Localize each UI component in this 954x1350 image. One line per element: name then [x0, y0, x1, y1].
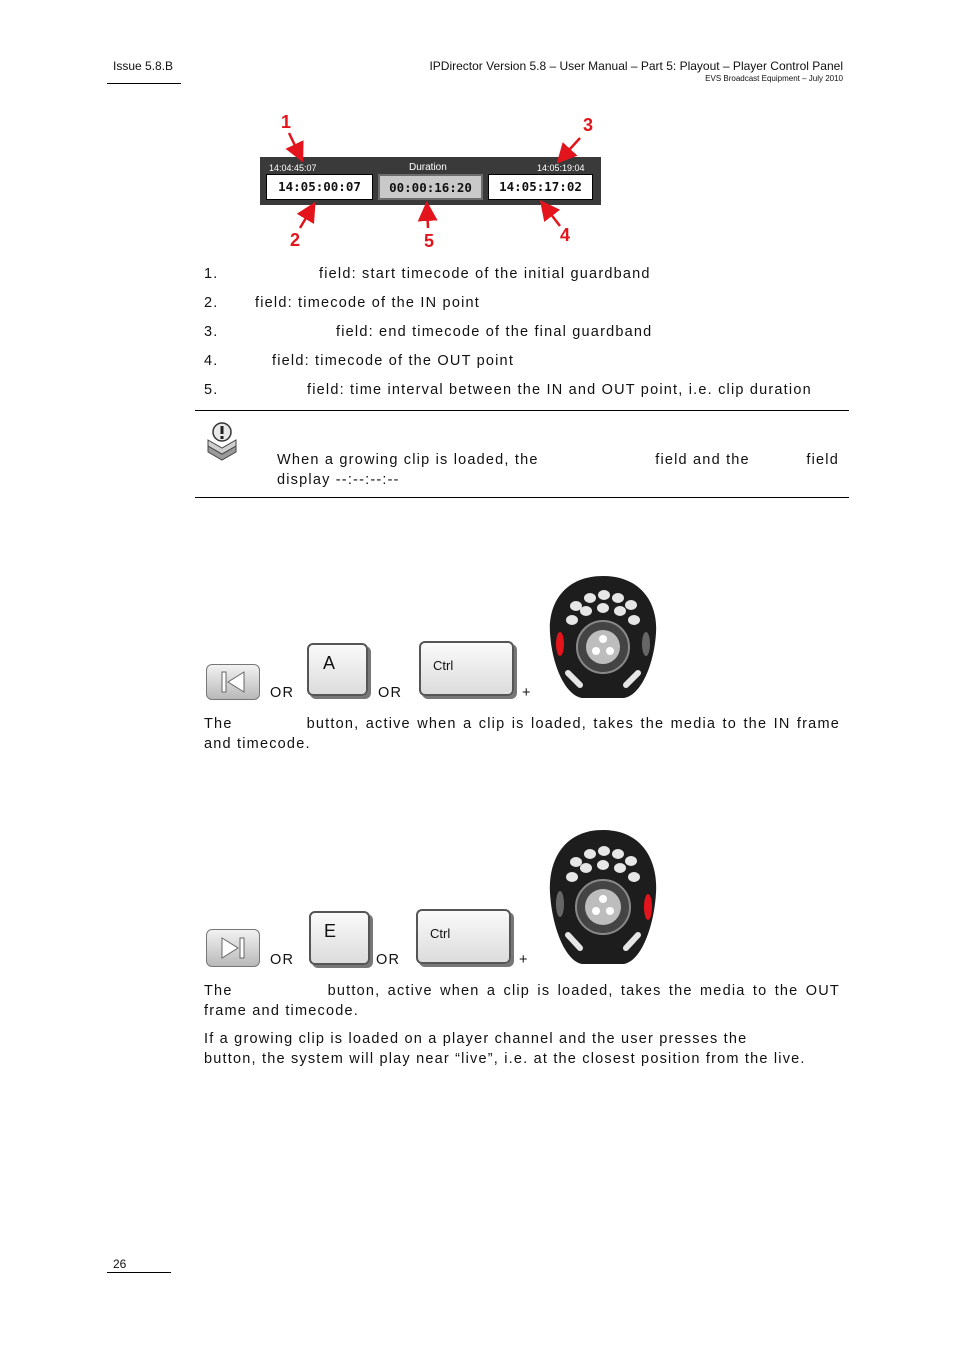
in-timecode-field[interactable]: 14:05:00:07 [266, 174, 373, 200]
goto-out-button[interactable] [206, 929, 260, 967]
shuttle-controller-image [546, 573, 660, 700]
goto-out-desc-the: The [204, 983, 233, 999]
note-line-1 [277, 450, 839, 470]
page-number: 26 [113, 1257, 127, 1271]
plus-label: + [522, 685, 532, 701]
note-part-2: field and the [655, 452, 750, 468]
list-number: 3. [204, 324, 219, 340]
ctrl-key-label: Ctrl [430, 926, 451, 941]
callout-1: 1 [281, 112, 292, 132]
growing-clip-line-1: If a growing clip is loaded on a player channel and the user presses the [204, 1031, 748, 1047]
issue-label: Issue 5.8.B [113, 59, 174, 73]
a-key[interactable] [307, 643, 368, 696]
ctrl-key-label: Ctrl [433, 658, 454, 673]
goto-out-description [204, 981, 840, 1021]
list-text: field: time interval between the IN and OUT point, i.e. clip duration [307, 382, 812, 398]
growing-clip-paragraph [204, 1029, 844, 1069]
list-text: field: timecode of the IN point [255, 295, 480, 311]
list-item-2 [204, 295, 480, 311]
duration-label: Duration [409, 162, 447, 173]
note-part-3: field [806, 452, 839, 468]
or-label: OR [376, 952, 401, 968]
goto-in-desc-the: The [204, 716, 233, 732]
note-icon [205, 422, 239, 464]
callout-4: 4 [560, 225, 571, 245]
list-item-3 [204, 324, 653, 340]
list-number: 2. [204, 295, 219, 311]
list-item-1 [204, 266, 651, 282]
ctrl-key[interactable] [416, 909, 511, 964]
document-subtitle: EVS Broadcast Equipment – July 2010 [705, 74, 843, 83]
list-number: 1. [204, 266, 219, 282]
list-item-5 [204, 382, 812, 398]
goto-in-desc-line-1 [204, 714, 840, 734]
note-top-rule [195, 410, 849, 411]
duration-field: 00:00:16:20 [378, 174, 483, 200]
or-label: OR [378, 685, 403, 701]
goto-in-icon [206, 664, 260, 700]
start-timecode-label: 14:04:45:07 [269, 163, 317, 173]
end-timecode-label: 14:05:19:04 [537, 163, 585, 173]
list-item-4 [204, 353, 515, 369]
list-text: field: start timecode of the initial guardband [319, 266, 651, 282]
goto-in-button[interactable] [206, 664, 260, 700]
shuttle-controller-image [546, 827, 660, 967]
ctrl-key[interactable] [419, 641, 514, 696]
out-timecode-field[interactable]: 14:05:17:02 [488, 174, 593, 200]
goto-out-desc-line-2: frame and timecode. [204, 1003, 359, 1019]
a-key-label: A [323, 653, 336, 673]
document-title: IPDirector Version 5.8 – User Manual – Part 5: Playout – Player Control Panel [429, 59, 843, 73]
growing-clip-line-2: button, the system will play near “live”, i.e. at the closest position from the live. [204, 1051, 806, 1067]
goto-out-desc-rest: button, active when a clip is loaded, takes the media to the OUT [327, 983, 840, 999]
e-key[interactable] [309, 911, 370, 965]
note-text [277, 450, 839, 490]
goto-out-desc-line-1 [204, 981, 840, 1001]
or-label: OR [270, 685, 295, 701]
timecode-figure [255, 108, 615, 253]
list-text: field: end timecode of the final guardband [336, 324, 653, 340]
list-text: field: timecode of the OUT point [272, 353, 515, 369]
goto-out-icon [206, 929, 260, 967]
note-bottom-rule [195, 497, 849, 498]
callout-2: 2 [290, 230, 301, 250]
list-number: 5. [204, 382, 219, 398]
note-line-2: display --:--:--:-- [277, 472, 400, 488]
header-rule [107, 83, 181, 84]
callout-5: 5 [424, 231, 435, 251]
callout-3: 3 [583, 115, 594, 135]
footer-rule [107, 1272, 171, 1273]
plus-label: + [519, 952, 529, 968]
or-label: OR [270, 952, 295, 968]
goto-in-description [204, 714, 840, 754]
goto-in-desc-line-2: and timecode. [204, 736, 311, 752]
note-part-1: When a growing clip is loaded, the [277, 452, 539, 468]
e-key-label: E [324, 921, 337, 941]
list-number: 4. [204, 353, 219, 369]
goto-in-desc-rest: button, active when a clip is loaded, takes the media to the IN frame [306, 716, 840, 732]
